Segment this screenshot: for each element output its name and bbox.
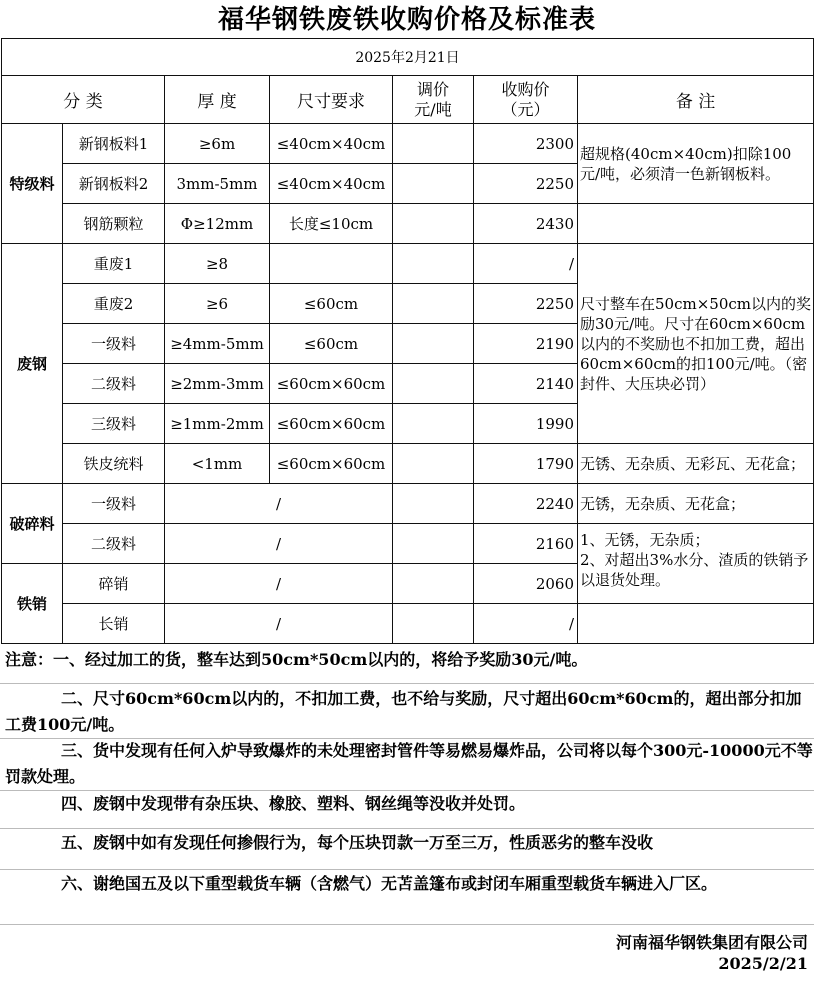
item-name: 长销 (63, 604, 165, 644)
notice-2-text: 二、尺寸60cm*60cm以内的，不扣加工费，也不给与奖励，尺寸超出60cm*60cm的，超出部分扣加工费100元/吨。 (5, 689, 802, 734)
item-adjust (393, 564, 474, 604)
item-size: ≤60cm×60cm (270, 364, 393, 404)
item-size: ≤60cm×60cm (270, 404, 393, 444)
item-adjust (393, 324, 474, 364)
table-row (2, 604, 814, 644)
item-name: 一级料 (63, 484, 165, 524)
remark-scrap-sheet: 无锈、无杂质、无彩瓦、无花盒； (578, 444, 814, 484)
item-adjust (393, 484, 474, 524)
header-price-line1: 收购价 (501, 79, 550, 99)
item-thickness: ≥4mm-5mm (165, 324, 270, 364)
notice-6-text: 六、谢绝国五及以下重型载货车辆（含燃气）无苫盖篷布或封闭车厢重型载货车辆进入厂区。 (61, 874, 718, 893)
item-thickness: / (165, 604, 393, 644)
item-name: 钢筋颗粒 (63, 204, 165, 244)
item-price: 2160 (474, 524, 578, 564)
header-price (474, 76, 578, 124)
item-thickness: / (165, 484, 393, 524)
header-thickness: 厚 度 (165, 76, 270, 124)
header-adjust-line1: 调价 (416, 79, 449, 99)
item-thickness: ≥6m (165, 124, 270, 164)
header-adjust-line2: 元/吨 (414, 99, 452, 119)
item-size: 长度≤10cm (270, 204, 393, 244)
item-price: 1990 (474, 404, 578, 444)
item-thickness: ≥6 (165, 284, 270, 324)
item-price: 2190 (474, 324, 578, 364)
item-price: 2250 (474, 284, 578, 324)
item-thickness: ≥8 (165, 244, 270, 284)
remark-scrap-size: 尺寸整车在50cm×50cm以内的奖励30元/吨。尺寸在60cm×60cm以内的不奖励也不扣加工费，超出60cm×60cm的扣100元/吨。（密封件、大压块必罚） (578, 244, 814, 444)
item-size: ≤60cm (270, 324, 393, 364)
item-adjust (393, 204, 474, 244)
item-price: 2250 (474, 164, 578, 204)
header-remark: 备 注 (578, 76, 814, 124)
footer-date: 2025/2/21 (718, 954, 808, 973)
header-category: 分 类 (2, 76, 165, 124)
item-name: 铁皮统料 (63, 444, 165, 484)
item-thickness: ≥1mm-2mm (165, 404, 270, 444)
item-size (270, 244, 393, 284)
table-row (2, 124, 814, 164)
item-name: 重废2 (63, 284, 165, 324)
divider (0, 869, 814, 870)
item-adjust (393, 164, 474, 204)
table-row (2, 484, 814, 524)
item-price: 2240 (474, 484, 578, 524)
item-name: 二级料 (63, 364, 165, 404)
table-row (2, 444, 814, 484)
item-adjust (393, 524, 474, 564)
table-row (2, 244, 814, 284)
divider (0, 828, 814, 829)
item-thickness: ≥2mm-3mm (165, 364, 270, 404)
category-scrap: 废钢 (2, 244, 63, 484)
item-name: 新钢板料1 (63, 124, 165, 164)
item-adjust (393, 244, 474, 284)
remark-crushed-1: 无锈，无杂质、无花盒； (578, 484, 814, 524)
footer-company: 河南福华钢铁集团有限公司 (615, 933, 808, 952)
notice-5 (1, 830, 814, 856)
item-thickness: Φ≥12mm (165, 204, 270, 244)
item-adjust (393, 444, 474, 484)
notice-4-text: 四、废钢中发现带有杂压块、橡胶、塑料、钢丝绳等没收并处罚。 (61, 794, 526, 813)
table-date: 2025年2月21日 (2, 39, 814, 76)
notice-2 (1, 686, 814, 738)
notice-1-text: 注意：一、经过加工的货，整车达到50cm*50cm以内的，将给予奖励30元/吨。 (5, 650, 588, 669)
item-price: / (474, 604, 578, 644)
header-size: 尺寸要求 (270, 76, 393, 124)
category-pin: 铁销 (2, 564, 63, 644)
divider (0, 924, 814, 925)
item-size: ≤40cm×40cm (270, 124, 393, 164)
item-name: 一级料 (63, 324, 165, 364)
remark-special-plates: 超规格(40cm×40cm)扣除100元/吨，必须清一色新钢板料。 (578, 124, 814, 204)
table-row (2, 204, 814, 244)
item-adjust (393, 604, 474, 644)
item-size: ≤40cm×40cm (270, 164, 393, 204)
notice-4 (1, 791, 814, 817)
item-thickness: 3mm-5mm (165, 164, 270, 204)
item-name: 新钢板料2 (63, 164, 165, 204)
header-price-line2: （元） (501, 99, 550, 119)
notice-5-text: 五、废钢中如有发现任何掺假行为，每个压块罚款一万至三万，性质恶劣的整车没收 (61, 833, 654, 852)
header-adjust (393, 76, 474, 124)
notice-6 (1, 871, 814, 897)
item-adjust (393, 124, 474, 164)
item-adjust (393, 404, 474, 444)
table-row (2, 524, 814, 564)
item-thickness: / (165, 524, 393, 564)
document-title: 福华钢铁废铁收购价格及标准表 (217, 5, 596, 35)
item-name: 三级料 (63, 404, 165, 444)
item-price: 2430 (474, 204, 578, 244)
item-thickness: <1mm (165, 444, 270, 484)
remark-empty (578, 604, 814, 644)
item-size: ≤60cm (270, 284, 393, 324)
item-price: 2060 (474, 564, 578, 604)
item-name: 碎销 (63, 564, 165, 604)
category-special: 特级料 (2, 124, 63, 244)
divider (0, 683, 814, 684)
category-crushed: 破碎料 (2, 484, 63, 564)
item-price: 1790 (474, 444, 578, 484)
notice-1 (1, 647, 814, 673)
item-adjust (393, 284, 474, 324)
header-row (2, 76, 814, 124)
price-table (1, 38, 814, 644)
notice-3 (1, 738, 814, 790)
item-adjust (393, 364, 474, 404)
item-name: 二级料 (63, 524, 165, 564)
remark-empty (578, 204, 814, 244)
date-row (2, 39, 814, 76)
remark-crushed-2: 1、无锈，无杂质； 2、对超出3%水分、渣质的铁销予以退货处理。 (578, 524, 814, 604)
item-name: 重废1 (63, 244, 165, 284)
item-price: 2300 (474, 124, 578, 164)
notice-3-text: 三、货中发现有任何入炉导致爆炸的未处理密封管件等易燃易爆炸品，公司将以每个300元-10000元不等罚款处理。 (5, 741, 813, 786)
item-thickness: / (165, 564, 393, 604)
item-size: ≤60cm×60cm (270, 444, 393, 484)
item-price: 2140 (474, 364, 578, 404)
item-price: / (474, 244, 578, 284)
